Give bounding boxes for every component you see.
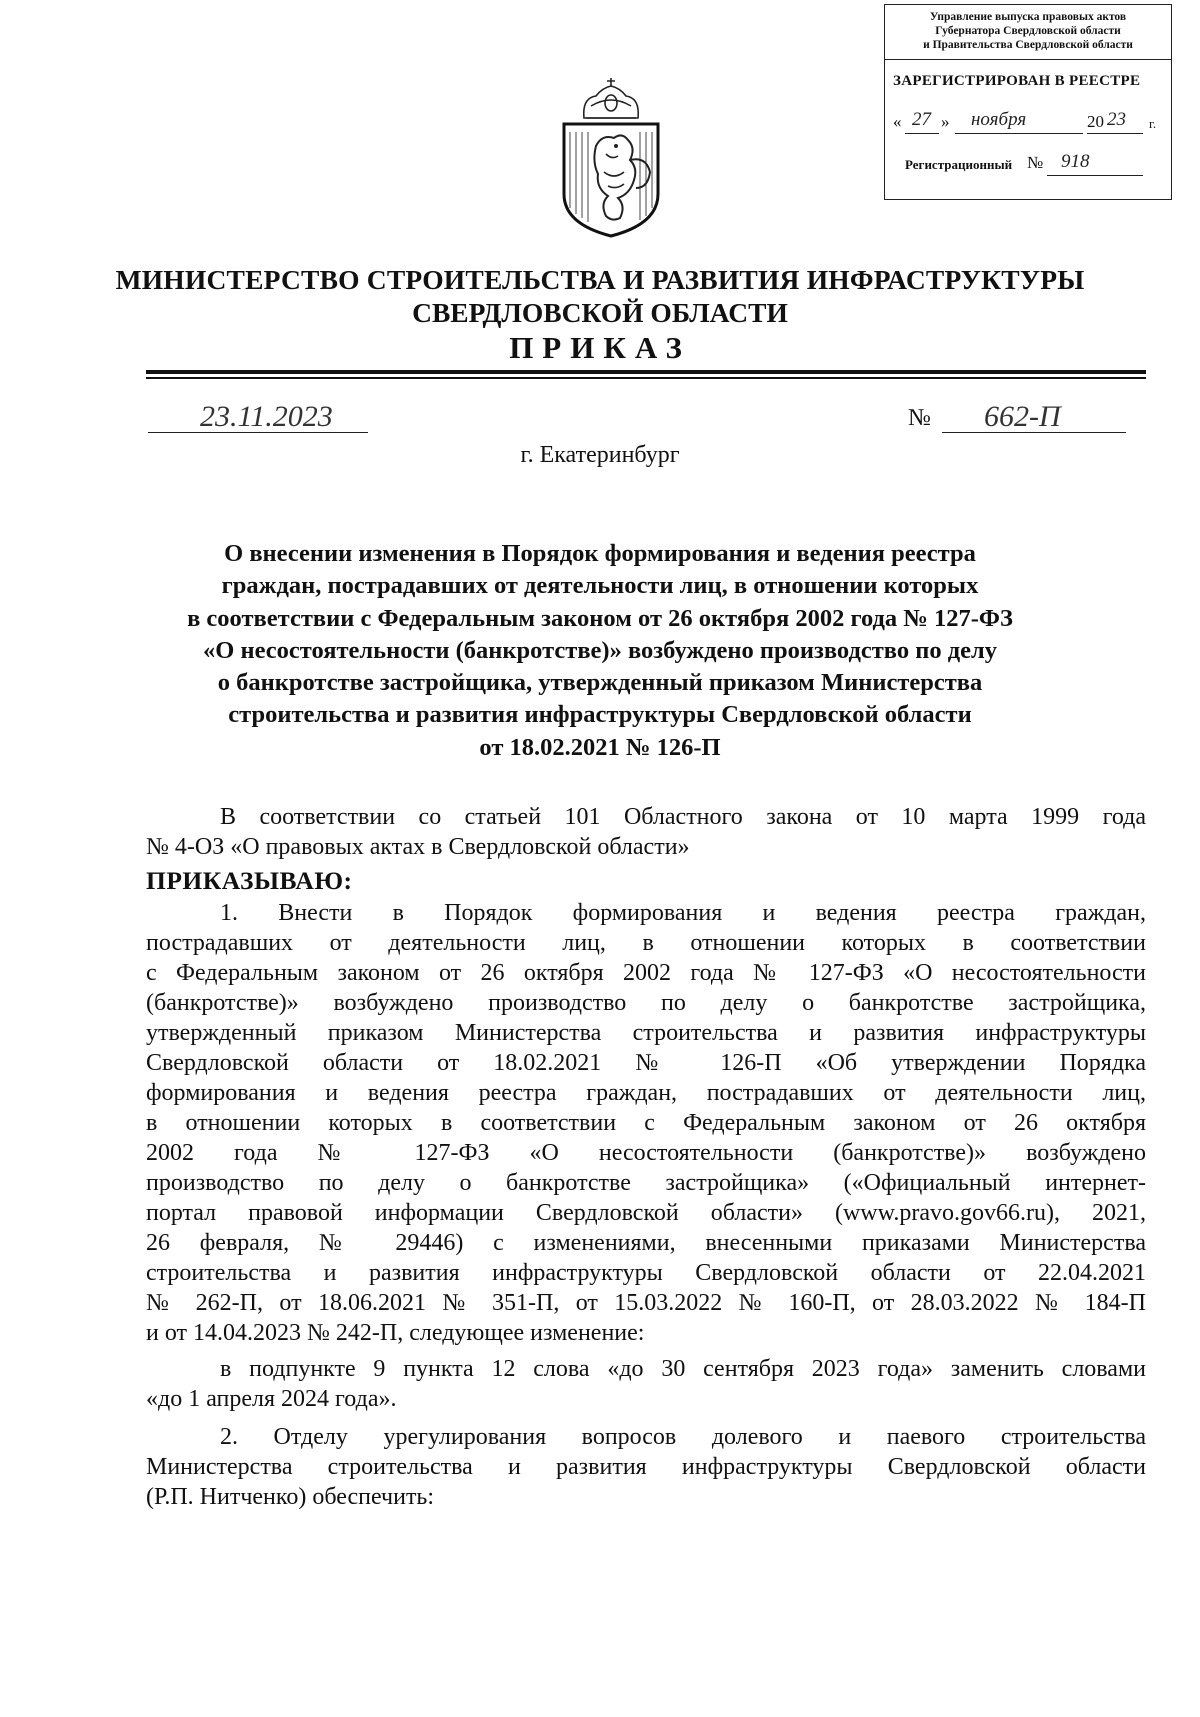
stamp-day: 27 bbox=[912, 109, 931, 130]
stamp-day-underline bbox=[905, 133, 939, 134]
item1-line: 26 февраля, № 29446) с изменениями, внесенными приказами Министерства bbox=[146, 1230, 1146, 1256]
stamp-num-sign: № bbox=[1027, 153, 1044, 172]
subitem-line: в подпункте 9 пункта 12 слова «до 30 сентября 2023 года» заменить словами bbox=[220, 1356, 1146, 1382]
item1-line: утвержденный приказом Министерства строительства и развития инфраструктуры bbox=[146, 1020, 1146, 1046]
subject-line: о банкротстве застройщика, утвержденный приказом Министерства bbox=[217, 669, 983, 697]
subject-line: О внесении изменения в Порядок формирования и ведения реестра bbox=[224, 540, 976, 567]
coat-of-arms-icon bbox=[556, 76, 666, 238]
stamp-header-line: Управление выпуска правовых актов bbox=[929, 11, 1127, 23]
document-type-title: ПРИКАЗ bbox=[509, 330, 691, 365]
city: г. Екатеринбург bbox=[520, 442, 680, 468]
item1-line: в отношении которых в соответствии с Федеральным законом от 26 октября bbox=[146, 1110, 1146, 1136]
preamble-line: В соответствии со статьей 101 Областного закона от 10 марта 1999 года bbox=[220, 804, 1146, 830]
stamp-header-line: и Правительства Свердловской области bbox=[923, 39, 1133, 51]
stamp-year-underline bbox=[1087, 133, 1143, 134]
stamp-year-abbr: г. bbox=[1149, 116, 1157, 131]
stamp-number-underline bbox=[1047, 175, 1143, 176]
item1-line: № 262-П, от 18.06.2021 № 351-П, от 15.03.2022 № 160-П, от 28.03.2022 № 184-П bbox=[146, 1290, 1146, 1316]
ministry-name-line2: СВЕРДЛОВСКОЙ ОБЛАСТИ bbox=[412, 297, 788, 328]
order-date: 23.11.2023 bbox=[200, 400, 333, 433]
subject-line: строительства и развития инфраструктуры Свердловской области bbox=[228, 701, 972, 729]
order-number-label: № bbox=[908, 405, 931, 431]
stamp-open-quote: « bbox=[893, 112, 902, 131]
stamp-registered-label: ЗАРЕГИСТРИРОВАН В РЕЕСТРЕ bbox=[893, 73, 1141, 89]
subject-line: в соответствии с Федеральным законом от 26 октября 2002 года № 127-ФЗ bbox=[187, 604, 1013, 632]
item1-line: пострадавших от деятельности лиц, в отношении которых в соответствии bbox=[146, 930, 1146, 956]
item2-line: Министерства строительства и развития инфраструктуры Свердловской области bbox=[146, 1454, 1146, 1480]
item1-line: 2002 года № 127-ФЗ «О несостоятельности (банкротстве)» возбуждено bbox=[146, 1140, 1146, 1166]
item2-line: (Р.П. Нитченко) обеспечить: bbox=[146, 1484, 435, 1510]
order-number: 662-П bbox=[984, 400, 1061, 433]
subject-line: от 18.02.2021 № 126-П bbox=[479, 733, 721, 761]
stamp-header-line: Губернатора Свердловской области bbox=[935, 25, 1121, 37]
item1-line: Свердловской области от 18.02.2021 № 126-П «Об утверждении Порядка bbox=[146, 1050, 1146, 1076]
registry-stamp bbox=[884, 4, 1172, 200]
subitem-line: «до 1 апреля 2024 года». bbox=[146, 1386, 397, 1412]
item1-line: с Федеральным законом от 26 октября 2002 года № 127-ФЗ «О несостоятельности bbox=[146, 960, 1146, 986]
header-rule-thick bbox=[146, 370, 1146, 374]
item1-line: (банкротстве)» возбуждено производство по делу о банкротстве застройщика, bbox=[146, 990, 1146, 1016]
stamp-year-prefix: 20 bbox=[1087, 112, 1104, 131]
stamp-close-quote: » bbox=[941, 112, 950, 131]
stamp-month-underline bbox=[955, 133, 1083, 134]
item1-line: и от 14.04.2023 № 242-П, следующее изменение: bbox=[146, 1320, 645, 1346]
stamp-reg-label: Регистрационный bbox=[905, 157, 1013, 172]
item2-line: 2. Отделу урегулирования вопросов долевого и паевого строительства bbox=[220, 1424, 1146, 1450]
item1-line: строительства и развития инфраструктуры Свердловской области от 22.04.2021 bbox=[146, 1260, 1146, 1286]
preamble-line: № 4-ОЗ «О правовых актах в Свердловской области» bbox=[146, 834, 690, 860]
subject-line: «О несостоятельности (банкротстве)» возбуждено производство по делу bbox=[203, 636, 997, 664]
stamp-month: ноября bbox=[971, 109, 1027, 130]
item1-line: портал правовой информации Свердловской области» (www.pravo.gov66.ru), 2021, bbox=[146, 1200, 1146, 1226]
order-subject bbox=[0, 538, 1200, 764]
subject-line: граждан, пострадавших от деятельности лиц, в отношении которых bbox=[221, 572, 979, 600]
ministry-name-line1: МИНИСТЕРСТВО СТРОИТЕЛЬСТВА И РАЗВИТИЯ ИНФРАСТРУКТУРЫ bbox=[115, 264, 1085, 295]
header-rule-thin bbox=[146, 377, 1146, 379]
order-directive: ПРИКАЗЫВАЮ: bbox=[146, 866, 353, 895]
stamp-header bbox=[885, 5, 1171, 60]
item1-line: производство по делу о банкротстве застройщика» («Официальный интернет- bbox=[146, 1170, 1146, 1196]
stamp-year-suffix: 23 bbox=[1107, 109, 1126, 130]
item1-line: формирования и ведения реестра граждан, пострадавших от деятельности лиц, bbox=[146, 1080, 1146, 1106]
item1-line: 1. Внести в Порядок формирования и ведения реестра граждан, bbox=[220, 900, 1146, 926]
stamp-reg-number: 918 bbox=[1061, 151, 1090, 172]
